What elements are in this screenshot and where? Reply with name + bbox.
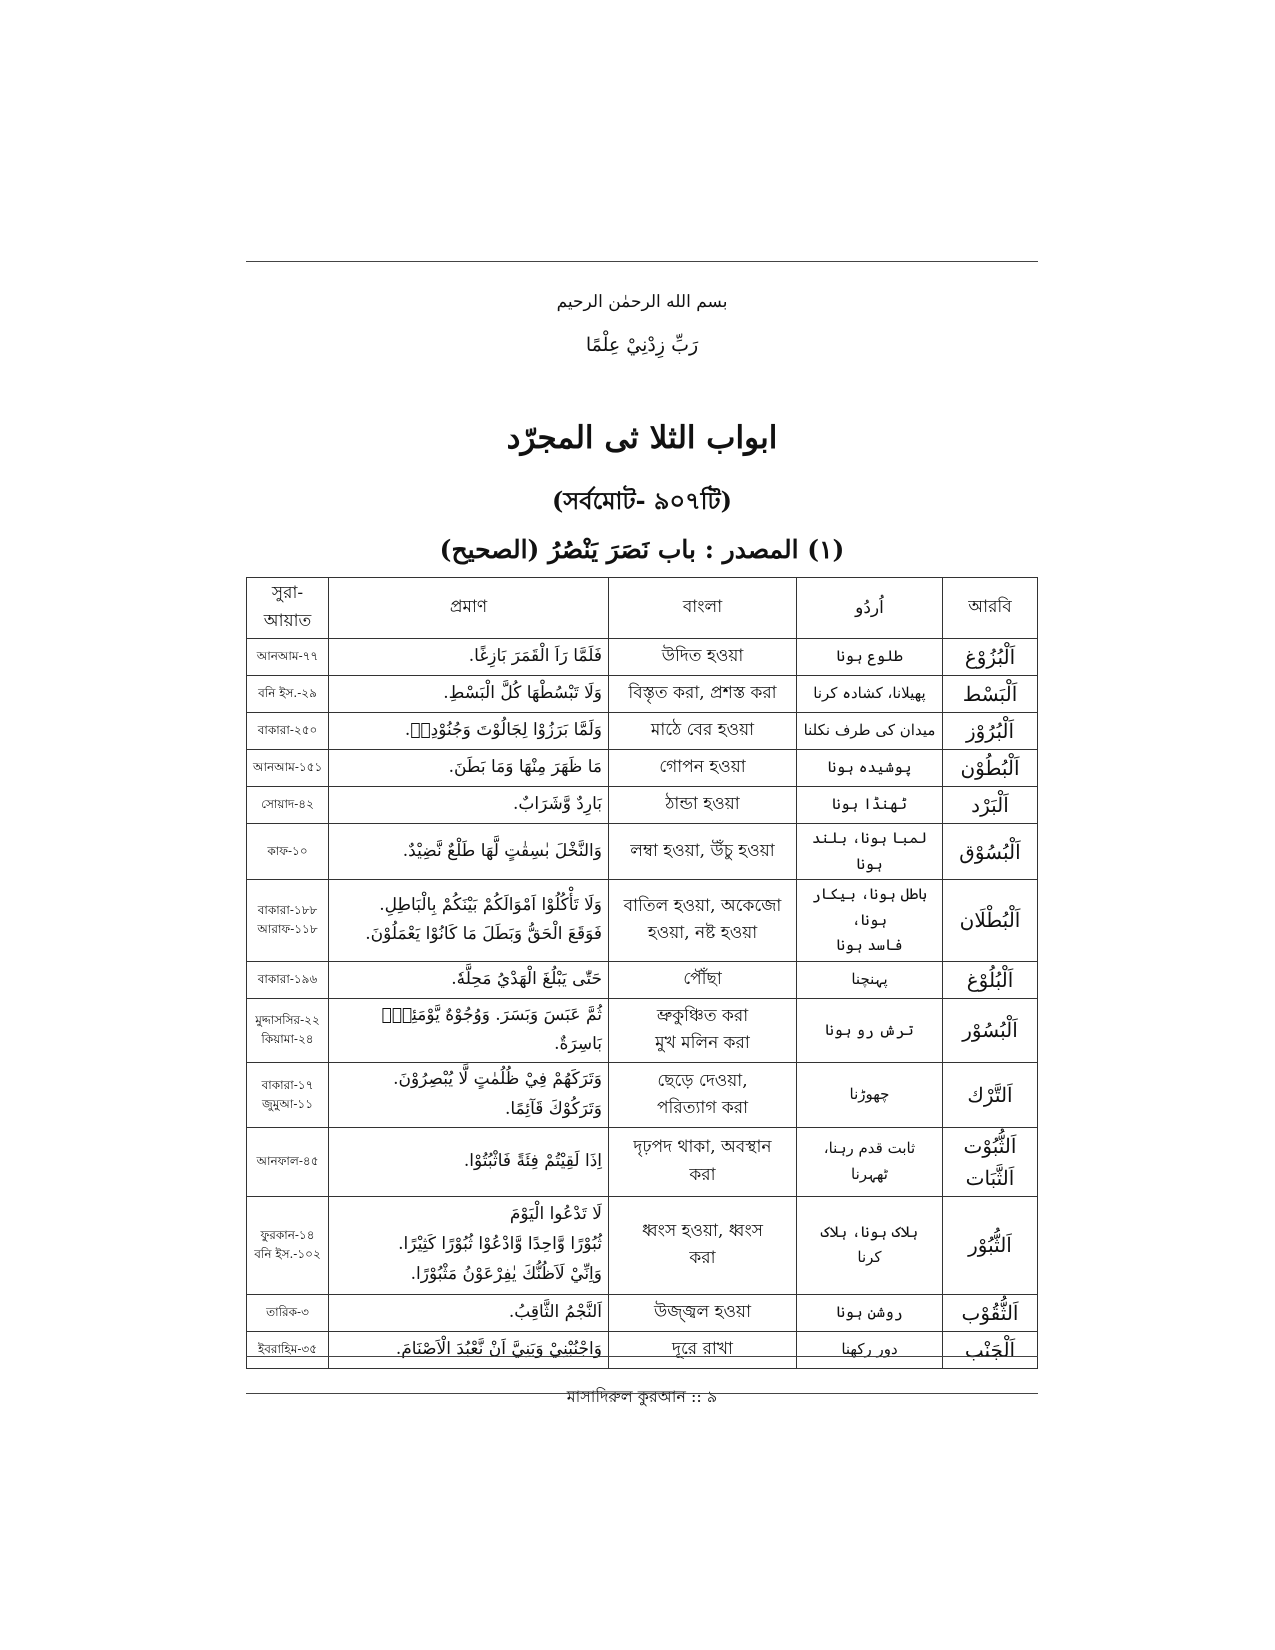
sura-cell xyxy=(247,1331,329,1368)
bangla-cell xyxy=(609,1127,797,1196)
top-rule xyxy=(246,261,1038,262)
page-footer: মাসাদিরুল কুরআন :: ৯ xyxy=(566,1387,718,1406)
table-row xyxy=(247,880,1038,962)
bangla-cell-line: ভ্রুকুঞ্চিত করা xyxy=(656,1006,749,1027)
bangla-cell xyxy=(609,961,797,998)
sura-cell-line: জুমুআ-১১ xyxy=(261,1096,314,1111)
bangla-cell xyxy=(609,1063,797,1128)
proof-cell xyxy=(329,713,609,750)
arabic-cell-line: اَلْجَنْب xyxy=(964,1337,1016,1362)
bangla-cell xyxy=(609,998,797,1063)
urdu-cell-line: میدان کی طرف نکلنا xyxy=(803,721,936,740)
urdu-cell xyxy=(797,676,943,713)
masdar-table xyxy=(246,577,1038,1369)
bangla-cell xyxy=(609,676,797,713)
urdu-cell xyxy=(797,1331,943,1368)
bangla-cell xyxy=(609,639,797,676)
sura-cell-line: বাকারা-১৭ xyxy=(261,1077,314,1092)
section-heading: (١) المصدر : باب نَصَرَ يَنْصُرُ (الصحيح) xyxy=(439,535,845,564)
bismillah-header: بسم الله الرحمٰن الرحيم xyxy=(556,292,728,312)
bangla-cell-line: বাতিল হওয়া, অকেজো xyxy=(623,896,782,917)
urdu-cell xyxy=(797,639,943,676)
sura-cell-line: আনআম-১৫১ xyxy=(253,760,323,775)
sura-cell-line: বাকারা-২৫০ xyxy=(257,723,318,738)
arabic-cell xyxy=(943,1294,1038,1331)
arabic-cell-line: اَلثَّبَات xyxy=(965,1165,1015,1190)
bangla-cell-line: দূরে রাখা xyxy=(672,1338,733,1359)
proof-cell xyxy=(329,824,609,880)
arabic-cell xyxy=(943,713,1038,750)
sura-cell xyxy=(247,824,329,880)
proof-cell xyxy=(329,961,609,998)
sura-cell xyxy=(247,676,329,713)
sura-cell xyxy=(247,639,329,676)
urdu-cell xyxy=(797,787,943,824)
proof-cell-line: حَتّٰى يَبْلُغَ الْهَدْيُ مَحِلَّهٗ. xyxy=(451,968,602,989)
bangla-cell-line: দৃঢ়পদ থাকা, অবস্থান xyxy=(633,1137,772,1158)
urdu-cell-line: پہنچنا xyxy=(851,969,888,988)
page-subtitle: (সর্বমোট- ৯০৭টি) xyxy=(552,486,732,515)
urdu-cell xyxy=(797,1063,943,1128)
table-row xyxy=(247,998,1038,1063)
table-row xyxy=(247,1063,1038,1128)
bangla-cell-line: ছেড়ে দেওয়া, xyxy=(657,1070,748,1091)
urdu-cell-line: باطل ہونا، بیکار ہونا، xyxy=(811,885,927,929)
sura-cell-line: আরাফ-১১৮ xyxy=(257,922,318,937)
urdu-cell xyxy=(797,1127,943,1196)
urdu-cell xyxy=(797,961,943,998)
proof-cell-line: فَلَمَّا رَاَ الْقَمَرَ بَازِغًا. xyxy=(468,646,602,667)
sura-cell xyxy=(247,1063,329,1128)
sura-cell-line: মুদ্দাসসির-২২ xyxy=(255,1013,320,1028)
arabic-cell xyxy=(943,998,1038,1063)
page-title: ابواب الثلا ثی المجرّد xyxy=(506,420,778,456)
arabic-cell-line: اَلتَّرْك xyxy=(967,1082,1013,1107)
table-row xyxy=(247,961,1038,998)
sura-cell-line: বাকারা-১৯৬ xyxy=(257,971,318,986)
bangla-cell-line: পৌঁছা xyxy=(683,968,722,989)
table-row xyxy=(247,1196,1038,1294)
urdu-cell-line: ثابت قدم رہنا، ٹھہرنا xyxy=(823,1139,916,1183)
sura-cell xyxy=(247,787,329,824)
urdu-cell-line: روشن ہونا xyxy=(836,1302,903,1321)
urdu-cell-line: پھیلانا، کشادہ کرنا xyxy=(813,684,926,703)
bangla-cell-line: ধ্বংস হওয়া, ধ্বংস xyxy=(642,1220,763,1241)
urdu-cell xyxy=(797,750,943,787)
table-row xyxy=(247,713,1038,750)
arabic-cell xyxy=(943,1063,1038,1128)
arabic-cell-line: اَلْبَرْد xyxy=(971,793,1009,817)
sura-cell xyxy=(247,750,329,787)
proof-cell xyxy=(329,998,609,1063)
arabic-cell xyxy=(943,824,1038,880)
table-row xyxy=(247,1294,1038,1331)
arabic-cell-line: اَلْبُرُوْز xyxy=(965,719,1015,743)
footer-top-rule xyxy=(246,1356,1038,1357)
urdu-cell-line: پوشیدہ ہونا xyxy=(827,758,912,777)
proof-cell-line: وَاِنِّيْ لَاَظُنُّكَ يٰفِرْعَوْنُ مَثْبُوْرًا. xyxy=(410,1263,602,1284)
proof-cell xyxy=(329,880,609,962)
sura-cell-line: আনফাল-৪৫ xyxy=(256,1153,319,1168)
bangla-cell xyxy=(609,880,797,962)
proof-cell xyxy=(329,750,609,787)
arabic-cell xyxy=(943,1127,1038,1196)
urdu-cell-line: لمبا ہونا، بلند ہونا xyxy=(811,829,927,873)
sura-cell-line: বনি ইস.-২৯ xyxy=(258,686,317,701)
proof-cell-line: فَوَقَعَ الْحَقُّ وَبَطَلَ مَا كَانُوْا يَعْمَلُوْنَ. xyxy=(365,924,602,945)
proof-cell-line: ثُمَّ عَبَسَ وَبَسَرَ. وَوُجُوْهٌ يَّوْمَئِذٍۢ بَاسِرَةٌ. xyxy=(381,1004,602,1055)
bangla-cell-line: মুখ মলিন করা xyxy=(655,1033,750,1054)
proof-cell-line: وَالنَّخْلَ بٰسِقٰتٍ لَّهَا طَلْعٌ نَّضِيْدٌ. xyxy=(402,840,602,861)
bangla-cell xyxy=(609,1294,797,1331)
proof-cell-line: بَارِدٌ وَّشَرَابٌ. xyxy=(512,794,602,815)
table-row xyxy=(247,824,1038,880)
urdu-cell-line: ہلاک ہونا، ہلاک xyxy=(820,1222,919,1241)
sura-cell xyxy=(247,880,329,962)
arabic-cell xyxy=(943,1331,1038,1368)
urdu-cell xyxy=(797,998,943,1063)
proof-cell xyxy=(329,787,609,824)
proof-cell-line: اِذَا لَقِيْتُمْ فِئَةً فَاثْبُتُوْا. xyxy=(463,1150,602,1171)
arabic-cell-line: اَلْبَسْط xyxy=(962,682,1018,706)
bangla-cell xyxy=(609,787,797,824)
arabic-cell xyxy=(943,676,1038,713)
table-row xyxy=(247,1127,1038,1196)
table-header-row xyxy=(247,578,1038,639)
arabic-cell xyxy=(943,639,1038,676)
sura-cell-line: কাফ-১০ xyxy=(267,843,308,858)
arabic-cell xyxy=(943,880,1038,962)
bangla-cell-line: হওয়া, নষ্ট হওয়া xyxy=(647,923,758,944)
sura-cell-line: সোয়াদ-৪২ xyxy=(261,797,314,812)
sura-cell-line: কিয়ামা-২৪ xyxy=(261,1032,314,1047)
dua-line: رَبِّ زِدْنِيْ عِلْمًا xyxy=(585,334,699,356)
arabic-cell xyxy=(943,750,1038,787)
proof-cell-line: مَا ظَهَرَ مِنْهَا وَمَا بَطَنَ. xyxy=(448,757,602,778)
bangla-cell-line: উদিত হওয়া xyxy=(661,646,744,667)
bangla-cell-line: ঠান্ডা হওয়া xyxy=(665,794,740,815)
urdu-cell xyxy=(797,1196,943,1294)
proof-cell xyxy=(329,1127,609,1196)
urdu-cell-line: کرنا xyxy=(857,1248,882,1266)
header-arabic: আরবি xyxy=(943,578,1038,639)
proof-cell xyxy=(329,676,609,713)
proof-cell xyxy=(329,1331,609,1368)
footer-bottom-rule xyxy=(246,1393,1038,1394)
arabic-cell-line: اَلثُّبُوْت xyxy=(963,1133,1017,1158)
urdu-cell-line: ترش رو ہونا xyxy=(825,1020,914,1039)
sura-cell-line: বাকারা-১৮৮ xyxy=(257,903,318,918)
header-sura: সুরা-আয়াত xyxy=(247,578,329,639)
urdu-cell-line: طلوع ہونا xyxy=(836,647,903,666)
arabic-cell-line: اَلْبُلُوْغ xyxy=(966,967,1014,992)
proof-cell xyxy=(329,639,609,676)
table-body xyxy=(247,639,1038,1369)
table-row xyxy=(247,750,1038,787)
arabic-cell-line: اَلْبُسُوْر xyxy=(962,1018,1018,1043)
proof-cell-line: اَلنَّجْمُ الثَّاقِبُ. xyxy=(508,1301,602,1322)
sura-cell-line: ফুরকান-১৪ xyxy=(260,1227,315,1242)
arabic-cell-line: اَلْبُطُوْن xyxy=(960,756,1020,780)
proof-cell-line: وَتَرَكَهُمْ فِيْ ظُلُمٰتٍ لَّا يُبْصِرُوْنَ. وَتَرَكُوْكَ قَآئِمًا. xyxy=(393,1069,602,1119)
proof-cell-line: وَاجْنُبْنِيْ وَبَنِيَّ اَنْ نَّعْبُدَ الْاَصْنَامَ. xyxy=(395,1338,602,1359)
sura-cell xyxy=(247,998,329,1063)
arabic-cell-line: اَلثُّقُوْب xyxy=(961,1300,1019,1325)
urdu-cell xyxy=(797,824,943,880)
bangla-cell xyxy=(609,824,797,880)
sura-cell xyxy=(247,1127,329,1196)
urdu-cell-line: چھوڑنا xyxy=(849,1085,890,1103)
bangla-cell xyxy=(609,1196,797,1294)
urdu-cell-line: ٹھنڈا ہونا xyxy=(831,795,908,814)
proof-cell-line: لَا تَدْعُوا الْيَوْمَ xyxy=(509,1204,602,1225)
table-row xyxy=(247,1331,1038,1368)
bangla-cell xyxy=(609,1331,797,1368)
arabic-cell-line: اَلثُّبُوْر xyxy=(968,1233,1012,1257)
sura-cell xyxy=(247,1196,329,1294)
sura-cell-line: বনি ইস.-১০২ xyxy=(254,1247,321,1261)
urdu-cell xyxy=(797,713,943,750)
header-urdu: اُردُو xyxy=(797,578,943,639)
arabic-cell-line: اَلْبُزُوْغ xyxy=(964,645,1016,669)
sura-cell xyxy=(247,1294,329,1331)
bangla-cell-line: উজ্জ্বল হওয়া xyxy=(653,1301,751,1322)
bangla-cell-line: বিস্তৃত করা, প্রশস্ত করা xyxy=(628,683,777,704)
table-row xyxy=(247,676,1038,713)
sura-cell-line: আনআম-৭৭ xyxy=(256,649,319,664)
arabic-cell xyxy=(943,961,1038,998)
sura-cell xyxy=(247,713,329,750)
bangla-cell-line: গোপন হওয়া xyxy=(659,757,746,778)
bangla-cell-line: পরিত্যাগ করা xyxy=(656,1097,749,1118)
arabic-cell xyxy=(943,1196,1038,1294)
header-proof: প্রমাণ xyxy=(329,578,609,639)
proof-cell-line: ثُبُوْرًا وَّاحِدًا وَّادْعُوْا ثُبُوْرًا كَثِيْرًا. xyxy=(398,1234,602,1255)
proof-cell-line: وَلَا تَبْسُطْهَا كُلَّ الْبَسْطِ. xyxy=(443,683,602,704)
proof-cell-line: وَلَا تَأْكُلُوْا اَمْوَالَكُمْ بَيْنَكُمْ بِالْبَاطِلِ. xyxy=(379,894,602,915)
sura-cell-line: তারিক-৩ xyxy=(266,1304,309,1319)
proof-cell-line: وَلَمَّا بَرَزُوْا لِجَالُوْتَ وَجُنُوْدِهٖ. xyxy=(404,720,602,741)
arabic-cell xyxy=(943,787,1038,824)
sura-cell xyxy=(247,961,329,998)
bangla-cell xyxy=(609,750,797,787)
urdu-cell-line: دور رکھنا xyxy=(841,1339,898,1358)
bangla-cell-line: করা xyxy=(689,1248,716,1268)
table-row xyxy=(247,639,1038,676)
sura-cell-line: ইবরাহিম-৩৫ xyxy=(257,1341,318,1356)
bangla-cell-line: মাঠে বের হওয়া xyxy=(650,720,755,741)
arabic-cell-line: اَلْبُسُوْق xyxy=(959,839,1021,864)
bangla-cell-line: করা xyxy=(689,1164,716,1185)
proof-cell xyxy=(329,1196,609,1294)
bangla-cell-line: লম্বা হওয়া, উঁচু হওয়া xyxy=(630,840,775,861)
arabic-cell-line: اَلْبُطْلَان xyxy=(959,908,1021,933)
table-row xyxy=(247,787,1038,824)
proof-cell xyxy=(329,1294,609,1331)
urdu-cell xyxy=(797,880,943,962)
header-bangla: বাংলা xyxy=(609,578,797,639)
urdu-cell xyxy=(797,1294,943,1331)
bangla-cell xyxy=(609,713,797,750)
urdu-cell-line: فاسد ہونا xyxy=(836,936,903,954)
proof-cell xyxy=(329,1063,609,1128)
